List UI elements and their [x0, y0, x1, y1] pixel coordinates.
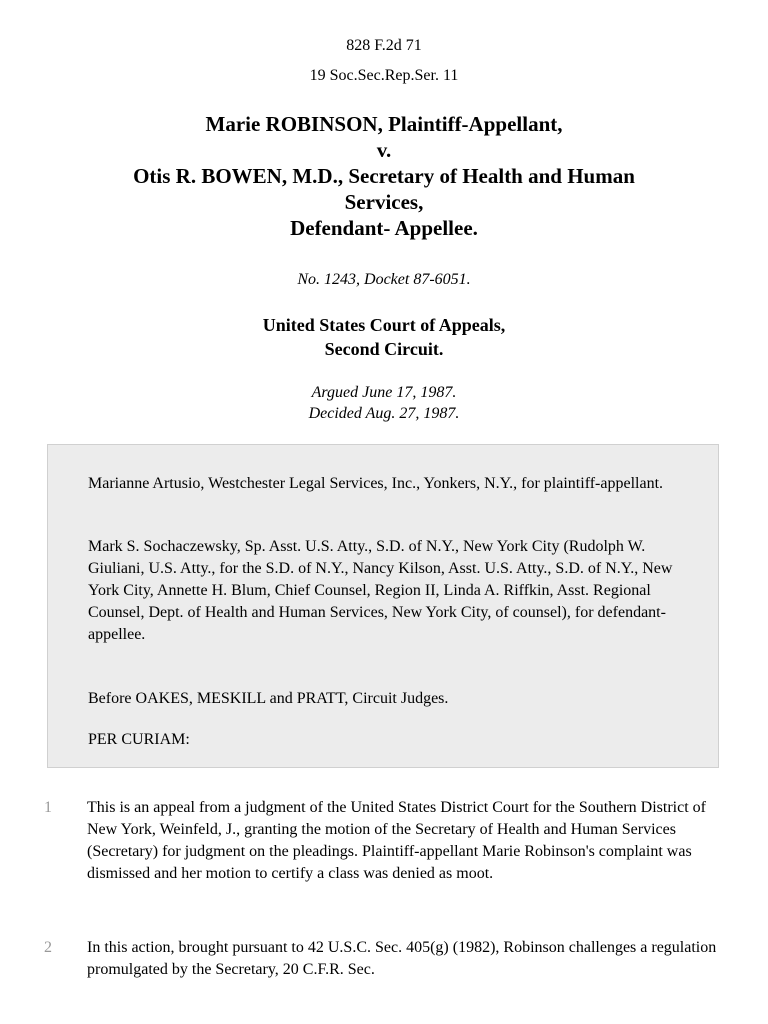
paragraph-text: This is an appeal from a judgment of the United States District Court for the Southern District of New York, Weinfeld, J., granting the motion of the Secretary of Health and Human Services (Secretary) for judgment on the pleadings. Plaintiff-appellant Marie Robinson's complaint was dismissed and her motion to certify a class was denied as moot.	[87, 799, 706, 882]
reporter-citation: 828 F.2d 71	[346, 37, 422, 54]
docket-number: No. 1243, Docket 87-6051.	[297, 271, 471, 288]
defendant-line-3: Defendant- Appellee.	[290, 216, 478, 240]
defendant-line-2: Services,	[344, 190, 424, 214]
court-line-1: United States Court of Appeals,	[262, 315, 506, 335]
defendant-line-1: Otis R. BOWEN, M.D., Secretary of Health and Human	[133, 164, 635, 188]
secondary-citation: 19 Soc.Sec.Rep.Ser. 11	[309, 67, 459, 84]
case-caption	[60, 111, 708, 241]
argued-date: Argued June 17, 1987.	[311, 384, 457, 401]
decided-date: Decided Aug. 27, 1987.	[308, 405, 460, 422]
versus-line: v.	[376, 138, 392, 162]
paragraph-text: In this action, brought pursuant to 42 U.S.C. Sec. 405(g) (1982), Robinson challenges a regulation promulgated by the Secretary, 20 C.F.R. Sec.	[87, 939, 717, 978]
court-line-2: Second Circuit.	[324, 339, 444, 359]
per-curiam-label: PER CURIAM:	[88, 731, 190, 748]
plaintiff-line: Marie ROBINSON, Plaintiff-Appellant,	[205, 112, 563, 136]
defendant-counsel: Mark S. Sochaczewsky, Sp. Asst. U.S. Atty., S.D. of N.Y., New York City (Rudolph W. Giuliani, U.S. Atty., for the S.D. of N.Y., Nancy Kilson, Asst. U.S. Atty., S.D. of N.Y., New York City, Annette H. Blum, Chief Counsel, Region II, Linda A. Riffkin, Asst. Regional Counsel, Dept. of Health and Human Services, New York City, of counsel), for defendant-appellee.	[88, 538, 673, 643]
judges-panel: Before OAKES, MESKILL and PRATT, Circuit Judges.	[88, 690, 449, 707]
plaintiff-counsel: Marianne Artusio, Westchester Legal Services, Inc., Yonkers, N.Y., for plaintiff-appellant.	[88, 475, 664, 492]
counsel-panel	[47, 444, 719, 768]
paragraph-number[interactable]: 1	[44, 799, 52, 816]
paragraph-number[interactable]: 2	[44, 939, 52, 956]
case-dates	[0, 382, 768, 424]
court-name	[0, 313, 768, 361]
